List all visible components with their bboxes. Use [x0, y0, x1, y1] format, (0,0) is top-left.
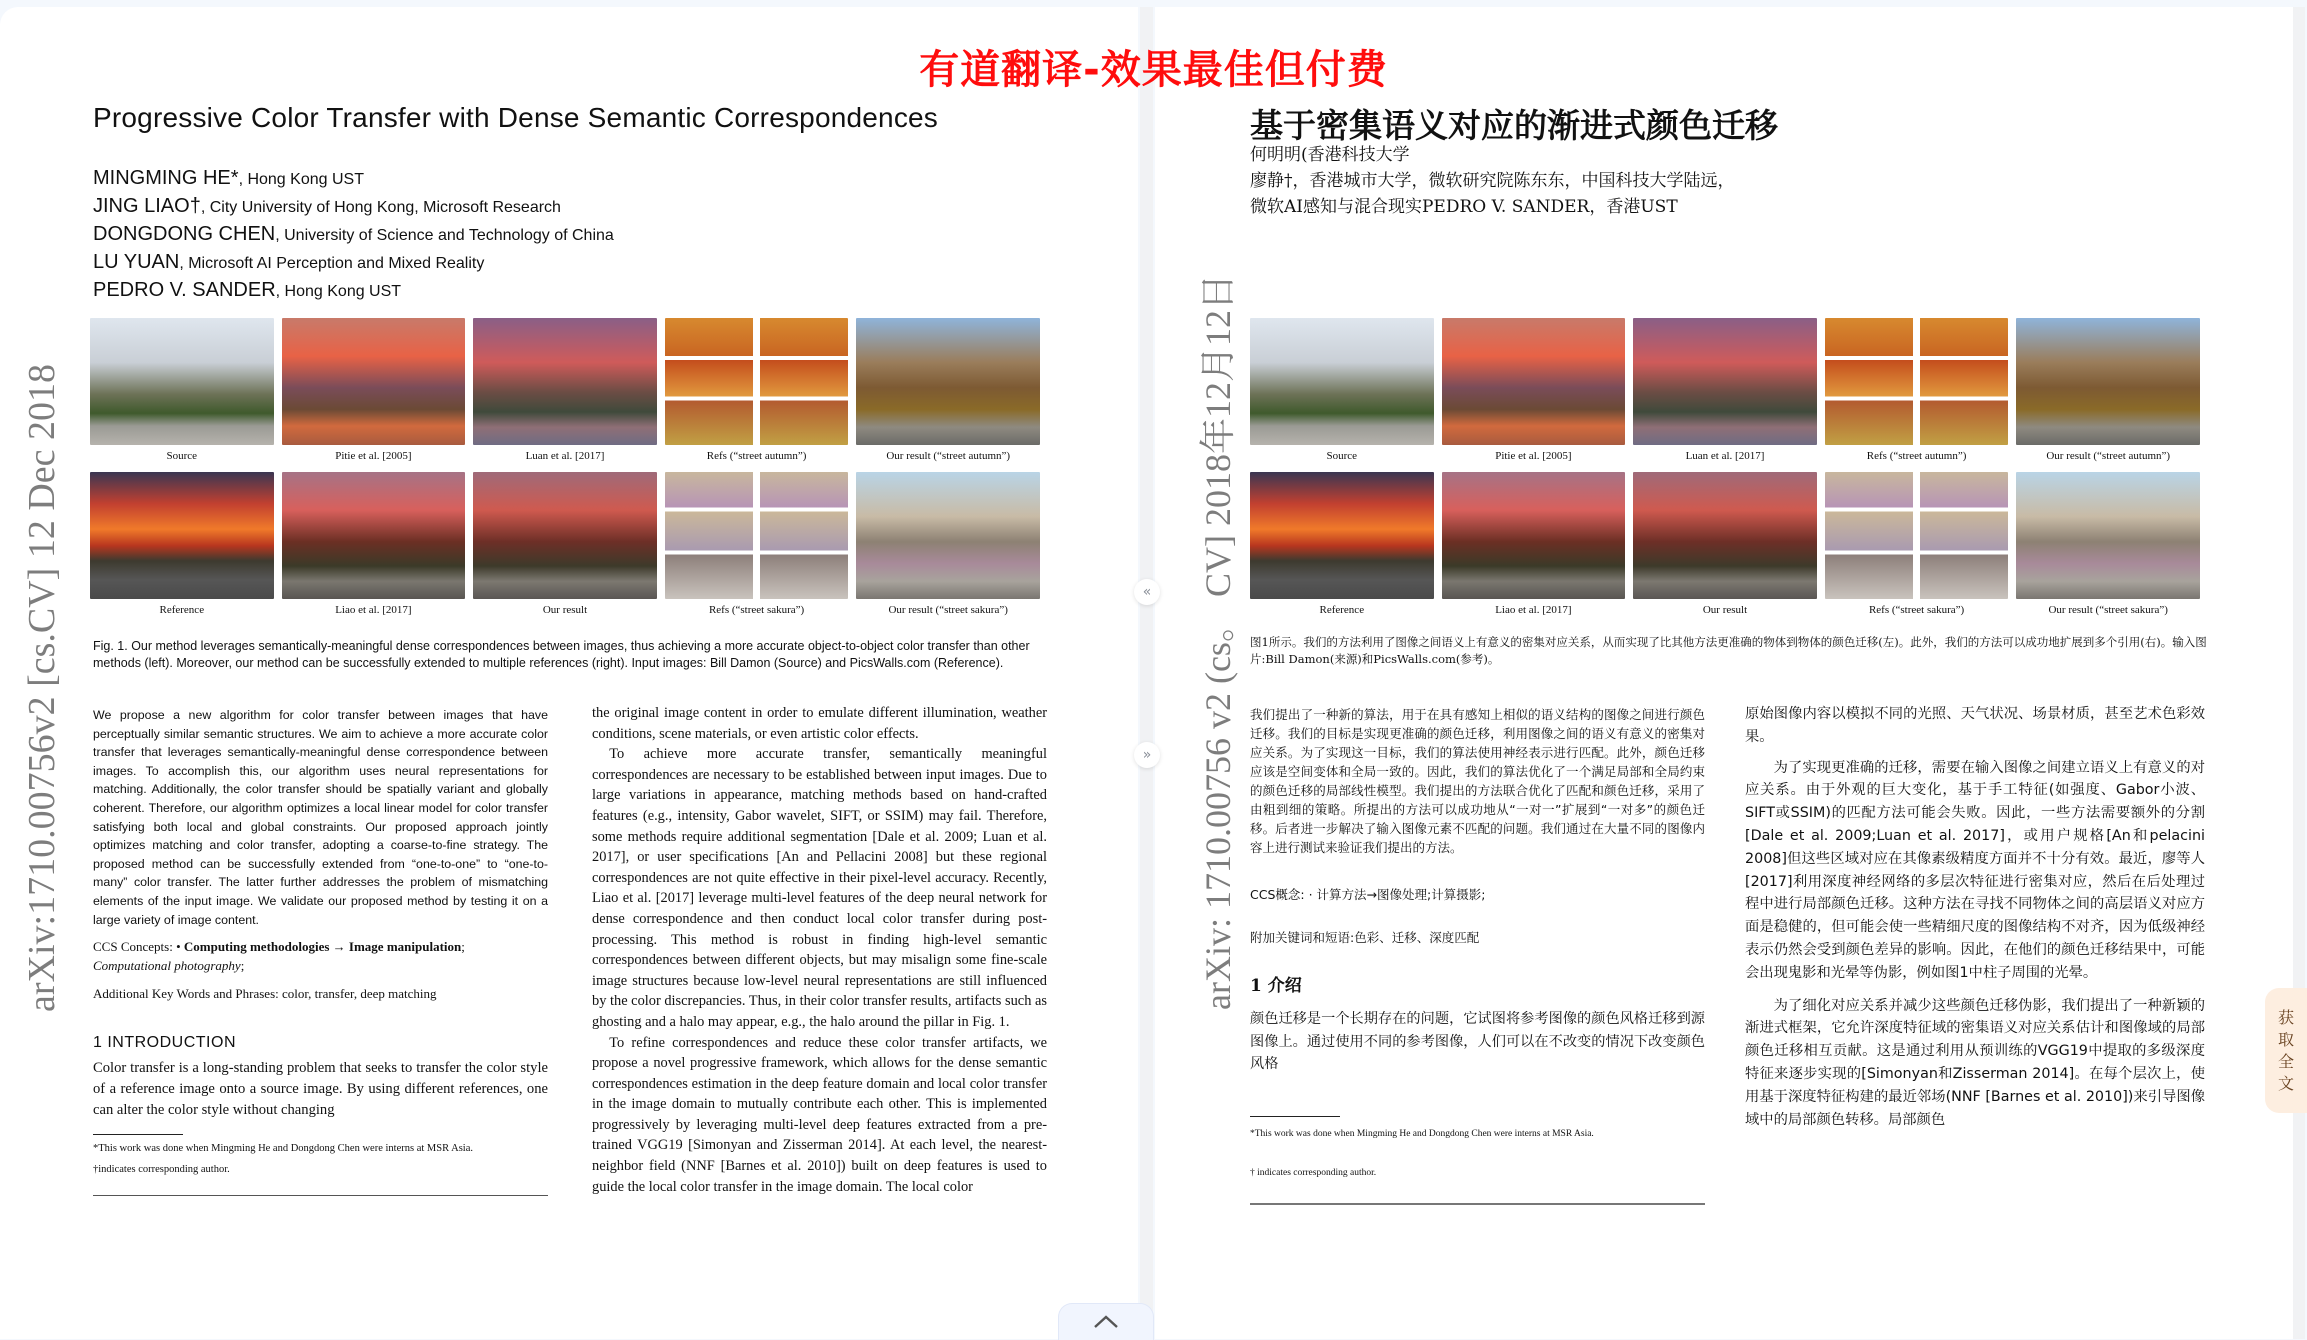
reference-image: [1250, 472, 1434, 599]
author-entry: JING LIAO†, City University of Hong Kong, Microsoft Research: [93, 195, 561, 217]
translation-banner: 有道翻译-效果最佳但付费: [919, 47, 1388, 93]
page-bottom-rule: [93, 1195, 548, 1196]
our-result-sakura-image: [856, 472, 1040, 599]
pitie-result-image: [1442, 318, 1626, 445]
collapse-left-button[interactable]: [1134, 579, 1160, 605]
figure-panel: Source: [90, 318, 274, 468]
chevron-up-icon: [1093, 1315, 1119, 1329]
right-column: [592, 703, 1047, 1197]
footnote: *This work was done when Mingming He and Dongdong Chen were interns at MSR Asia.: [93, 1143, 473, 1155]
footnote: †indicates corresponding author.: [93, 1164, 230, 1176]
double-chevron-left-icon: «: [1142, 584, 1152, 600]
luan-result-image: [1633, 318, 1817, 445]
translated-authors: 何明明(香港科技大学 廖静†，香港城市大学，微软研究院陈东东，中国科技大学陆远， 微软AI感知与混合现实PEDRO V. SANDER，香港UST: [1250, 145, 1735, 217]
figure-panel: Liao et al. [2017]: [1442, 472, 1626, 622]
figure-panel: Reference: [90, 472, 274, 622]
paragraph: 为了细化对应关系并减少这些颜色迁移伪影，我们提出了一种新颖的渐进式框架，它允许深度特征域的密集语义对应关系估计和图像域的局部颜色迁移相互贡献。这是通过利用从预训练的VGG19中提取的多级深度特征来逐步实现的[Simonyan和Zisserman 2014]。在每个层次上，使用基于深度特征构建的最近邻场(NNF [Barnes et al. 2010])来引导图像域中的局部颜色转移。局部颜色: [1745, 997, 2205, 1128]
section-heading: 1 INTRODUCTION: [93, 1033, 236, 1051]
reference-image: [90, 472, 274, 599]
liao-result-image: [1442, 472, 1626, 599]
get-full-text-button[interactable]: 获 取 全 文: [2265, 988, 2307, 1113]
source-image: [1250, 318, 1434, 445]
paragraph: 为了实现更准确的迁移，需要在输入图像之间建立语义上有意义的对应关系。由于外观的巨大变化，基于手工特征(如强度、Gabor小波、SIFT或SSIM)的匹配方法可能会失败。因此，一些方法需要额外的分割[Dale et al. 2009;Luan et al. 2017]，或用户规格[An和pelacini 2008]但这些区域对应在其像素级精度方面并不十分有效。最近，廖等人[2017]利用深度神经网络的多层次特征进行密集对应，然后在后处理过程中进行局部颜色迁移。这种方法在寻找不同物体之间的高层语义对应方面是稳健的，但可能会使一些精细尺度的图像结构不对齐，因为低级神经表示仍然会受到颜色差异的影响。因此，在他们的颜色迁移结果中，可能会出现鬼影和光晕等伪影，例如图1中柱子周围的光晕。: [1745, 759, 2205, 981]
paragraph: the original image content in order to emulate different illumination, weather conditions, scene materials, or even artistic color effects.: [592, 705, 1047, 742]
liao-result-image: [282, 472, 466, 599]
intro-paragraph: 颜色迁移是一个长期存在的问题，它试图将参考图像的颜色风格迁移到源图像上。通过使用不同的参考图像，人们可以在不改变的情况下改变颜色风格: [1250, 1011, 1705, 1072]
footnote-divider: [1250, 1116, 1340, 1117]
figure-panel: Our result (“street autumn”): [856, 318, 1040, 468]
intro-paragraph: Color transfer is a long-standing problem that seeks to transfer the color style of a reference image onto a source image. By using different references, one can alter the color style without changing: [93, 1060, 548, 1118]
figure-panel: Source: [1250, 318, 1434, 468]
expand-right-button[interactable]: [1134, 742, 1160, 768]
figure-panel: Luan et al. [2017]: [1633, 318, 1817, 468]
ccs-concepts: CCS概念: · 计算方法→图像处理;计算摄影;: [1250, 887, 1486, 902]
figure-panel: Our result (“street sakura”): [856, 472, 1040, 622]
footnote: *This work was done when Mingming He and Dongdong Chen were interns at MSR Asia.: [1250, 1128, 1594, 1139]
author-entry: DONGDONG CHEN, University of Science and Technology of China: [93, 223, 614, 245]
abstract: 我们提出了一种新的算法，用于在具有感知上相似的语义结构的图像之间进行颜色迁移。我们的目标是实现更准确的颜色迁移，利用图像之间的语义有意义的密集对应关系。为了实现这一目标，我们的算法使用神经表示进行匹配。此外，颜色迁移应该是空间变体和全局一致的。因此，我们的算法优化了一个满足局部和全局约束的颜色迁移的局部线性模型。我们提出的方法联合优化了匹配和颜色迁移，采用了由粗到细的策略。所提出的方法可以成功地从“一对一”扩展到“一对多”的颜色迁移。后者进一步解决了输入图像元素不匹配的问题。我们通过在大量不同的图像内容上进行测试来验证我们提出的方法。: [1250, 707, 1705, 855]
footnote-divider: [93, 1134, 183, 1135]
translated-title: 基于密集语义对应的渐进式颜色迁移: [1250, 106, 1778, 145]
refs-autumn-image: [1825, 318, 2009, 445]
arxiv-stamp: arXiv:1710.00756v2 [cs.CV] 12 Dec 2018: [21, 363, 63, 1012]
figure-panel: Our result (“street autumn”): [2016, 318, 2200, 468]
scroll-to-top-button[interactable]: [1058, 1303, 1154, 1340]
arxiv-stamp-translated: arXiv: 1710.00756 v2 (cs。 CV] 2018年12月12日: [1198, 274, 1238, 1010]
our-result-sakura-image: [2016, 472, 2200, 599]
figure-panel: Liao et al. [2017]: [282, 472, 466, 622]
double-chevron-right-icon: »: [1142, 747, 1152, 763]
refs-sakura-image: [1825, 472, 2009, 599]
keywords: 附加关键词和短语:色彩、迁移、深度匹配: [1250, 930, 1480, 945]
keywords: Additional Key Words and Phrases: color, transfer, deep matching: [93, 986, 437, 1002]
right-pane-scrollbar[interactable]: [2293, 7, 2305, 1339]
author-entry: LU YUAN, Microsoft AI Perception and Mixed Reality: [93, 251, 485, 273]
luan-result-image: [473, 318, 657, 445]
author-entry: PEDRO V. SANDER, Hong Kong UST: [93, 279, 402, 301]
refs-autumn-image: [665, 318, 849, 445]
our-result-image: [1633, 472, 1817, 599]
figure-panel: Refs (“street autumn”): [665, 318, 849, 468]
paragraph: To refine correspondences and reduce these color transfer artifacts, we propose a novel progressive framework, which allows for the dense semantic correspondences estimation in the deep feature domain and local color transfer in the image domain to mutually contribute each other. This is implemented progressively by leveraging multi-level deep features extracted from a pre-trained VGG19 [Simonyan and Zisserman 2014]. At each level, the nearest-neighbor field (NNF [Barnes et al. 2010]) built on deep features is used to guide the local color transfer in the image domain. The local color: [592, 1034, 1047, 1195]
figure-caption: Fig. 1. Our method leverages semantically-meaningful dense correspondences between images, thus achieving a more accurate object-to-object color transfer than other methods (left). Moreover, our method can be successfully extended to multiple references (right). Input images: Bill Damon (Source) and PicsWalls.com (Reference).: [93, 639, 1030, 670]
figure-panel: Reference: [1250, 472, 1434, 622]
figure-panel: Our result: [473, 472, 657, 622]
translated-right-column: [1745, 703, 2205, 1131]
source-image: [90, 318, 274, 445]
abstract: We propose a new algorithm for color transfer between images that have perceptually similar semantic structures. We aim to achieve a more accurate color transfer that leverages semantically-meaningful dense correspondence between images. To accomplish this, our algorithm uses neural representations for matching. Additionally, the color transfer should be spatially variant and globally coherent. Therefore, our algorithm optimizes a local linear model for color transfer satisfying both local and global constraints. Our proposed approach jointly optimizes matching and color transfer, adopting a coarse-to-fine strategy. The proposed method can be successfully extended from “one-to-one” to “one-to-many” color transfer. The latter further addresses the problem of mismatching elements of the input image. We validate our proposed method by testing it on a large variety of image content.: [93, 708, 548, 927]
our-result-image: [473, 472, 657, 599]
left-column: [93, 706, 548, 1196]
section-heading: 1 介绍: [1250, 976, 1302, 996]
our-result-autumn-image: [2016, 318, 2200, 445]
figure-panel: Our result: [1633, 472, 1817, 622]
refs-sakura-image: [665, 472, 849, 599]
author-list: [93, 165, 614, 305]
figure-panel: Luan et al. [2017]: [473, 318, 657, 468]
ccs-concepts: CCS Concepts: • Computing methodologies → Image manipulation; Computational photography;: [93, 939, 465, 974]
figure-panel: Refs (“street autumn”): [1825, 318, 2009, 468]
our-result-autumn-image: [856, 318, 1040, 445]
footnote: † indicates corresponding author.: [1250, 1167, 1377, 1178]
pitie-result-image: [282, 318, 466, 445]
figure-panel: Our result (“street sakura”): [2016, 472, 2200, 622]
figure-panel: Refs (“street sakura”): [665, 472, 849, 622]
page-bottom-rule: [1250, 1203, 1705, 1205]
paragraph: To achieve more accurate transfer, semantically meaningful correspondences are necessary to be established between input images. Due to large variations in appearance, matching methods based on hand-crafted features (e.g., intensity, Gabor wavelet, SIFT, or SSIM) may fail. Therefore, some methods require additional segmentation [Dale et al. 2009; Luan et al. 2017], or user specifications [An and Pellacini 2008] but these regional correspondences are not quite effective in their pixel-level accuracy. Recently, Liao et al. [2017] leverage multi-level features of the deep neural network for dense correspondence and then conduct local color transfer during post-processing. This method is robust in finding high-level semantic correspondences between different objects, but may misalign some fine-scale image structures because low-level neural representations are still influenced by the color discrepancies. Thus, in their color transfer results, artifacts such as ghosting and a halo may appear, e.g., the halo around the pillar in Fig. 1.: [592, 746, 1047, 1030]
paragraph: 原始图像内容以模拟不同的光照、天气状况、场景材质，甚至艺术色彩效果。: [1745, 706, 2205, 745]
left-pane-scrollbar[interactable]: [1140, 7, 1153, 1339]
figure-panel: Refs (“street sakura”): [1825, 472, 2009, 622]
figure-panel: Pitie et al. [2005]: [1442, 318, 1626, 468]
paper-title: Progressive Color Transfer with Dense Semantic Correspondences: [93, 102, 938, 133]
author-entry: MINGMING HE*, Hong Kong UST: [93, 167, 364, 189]
figure-1: [90, 318, 1040, 622]
figure-panel: Pitie et al. [2005]: [282, 318, 466, 468]
translated-left-column: [1250, 705, 1705, 1205]
translated-figure-caption: 图1所示。我们的方法利用了图像之间语义上有意义的密集对应关系，从而实现了比其他方法更准确的物体到物体的颜色迁移(左)。此外，我们的方法可以成功地扩展到多个引用(右)。输入图片:Bill Damon(来源)和PicsWalls.com(参考)。: [1250, 635, 2207, 666]
figure-1-translated: [1250, 318, 2200, 622]
